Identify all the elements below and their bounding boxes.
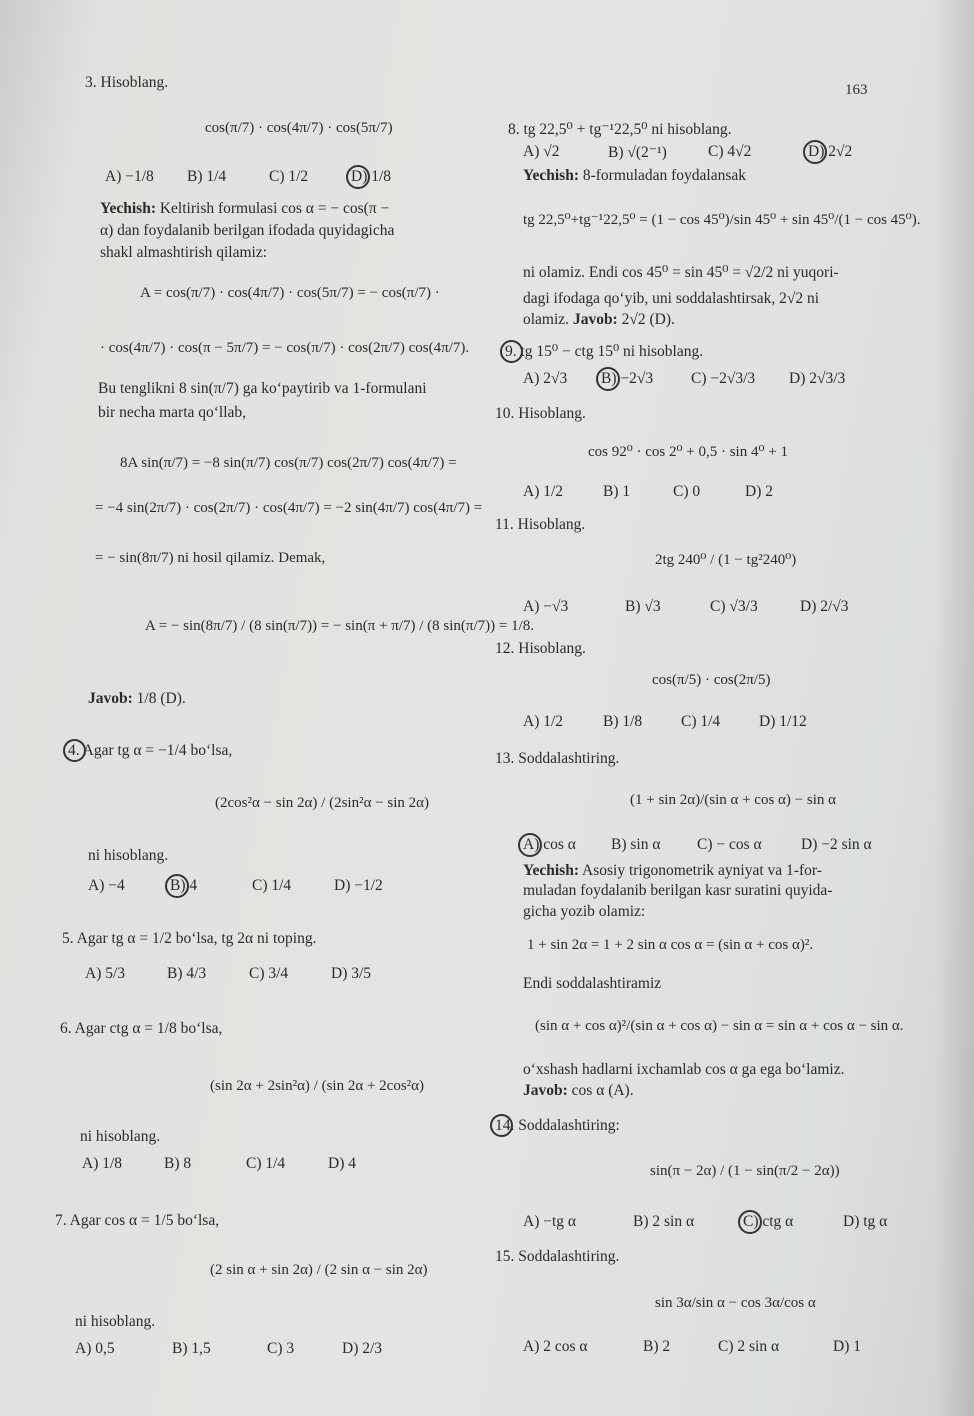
problem-number-circled: 4. (68, 742, 80, 759)
problem-9-options (523, 370, 889, 388)
option-c-selected: C) ctg α (743, 1213, 843, 1231)
text-line: dagi ifodaga qo‘yib, uni soddalashtirsak, 2√2 ni (523, 290, 820, 307)
option-a: A) 0,5 (75, 1340, 115, 1357)
option-d: D) 1/12 (759, 713, 807, 730)
problem-7-ask: ni hisoblang. (75, 1313, 156, 1330)
problem-6-expression: (sin 2α + 2sin²α) / (sin 2α + 2cos²α) (210, 1078, 425, 1094)
solution-text: Keltirish formulasi cos α = − cos(π − (155, 200, 390, 217)
problem-4-title (68, 742, 232, 760)
option-a: A) 1/2 (523, 483, 564, 500)
text-line: bir necha marta qo‘llab, (98, 404, 247, 421)
problem-4-options (88, 877, 416, 895)
equation: · cos(4π/7) · cos(π − 5π/7) = − cos(π/7) · cos(2π/7) cos(4π/7). (100, 340, 470, 356)
problem-3-title: 3. Hisoblang. (85, 74, 169, 91)
solution-label: Yechish: (523, 862, 579, 879)
text-line: Bu tenglikni 8 sin(π/7) ga ko‘paytirib va 1-formulani (98, 380, 427, 397)
problem-9-title (505, 342, 703, 361)
equation: = −4 sin(2π/7) · cos(2π/7) · cos(4π/7) = −2 sin(4π/7) cos(4π/7) = (95, 500, 483, 516)
problem-15-expression: sin 3α/sin α − cos 3α/cos α (655, 1295, 816, 1311)
problem-13-title: 13. Soddalashtiring. (495, 750, 620, 767)
problem-10-expression: cos 92⁰ · cos 2⁰ + 0,5 · sin 4⁰ + 1 (588, 444, 788, 460)
option-d: D) −1/2 (334, 877, 383, 894)
option-c: C) √3/3 (710, 598, 758, 615)
equation: 8A sin(π/7) = −8 sin(π/7) cos(π/7) cos(2π/7) cos(4π/7) = (120, 455, 457, 471)
page-edge-shadow (934, 0, 974, 1416)
equation: 1 + sin 2α = 1 + 2 sin α cos α = (sin α + cos α)². (527, 937, 814, 953)
option-a: A) 1/2 (523, 713, 564, 730)
problem-3-expression: cos(π/7) · cos(4π/7) · cos(5π/7) (205, 120, 393, 136)
equation: tg 22,5⁰+tg⁻¹22,5⁰ = (1 − cos 45⁰)/sin 45⁰ + sin 45⁰/(1 − cos 45⁰). (523, 212, 921, 228)
problem-8-title: 8. tg 22,5⁰ + tg⁻¹22,5⁰ ni hisoblang. (508, 121, 732, 138)
option-c: C) 2 sin α (718, 1338, 780, 1355)
problem-14-options (523, 1213, 925, 1231)
option-c: C) 1/2 (269, 168, 309, 185)
problem-number-circled: 14. (495, 1117, 515, 1134)
problem-6-options (82, 1155, 410, 1173)
problem-6-title: 6. Agar ctg α = 1/8 bo‘lsa, (60, 1020, 223, 1037)
solution-text: Asosiy trigonometrik ayniyat va 1-for- (578, 862, 822, 879)
option-b: B) 4/3 (167, 965, 207, 982)
equation: A = − sin(8π/7) / (8 sin(π/7)) = − sin(π + π/7) / (8 sin(π/7)) = 1/8. (145, 618, 535, 634)
solution-label: Yechish: (523, 167, 579, 184)
problem-5-options (85, 965, 413, 983)
text-line: o‘xshash hadlarni ixchamlab cos α ga ega bo‘lamiz. (523, 1061, 845, 1078)
solution-label: Yechish: (100, 200, 156, 217)
problem-15-options (523, 1338, 915, 1356)
option-b: B) 1 (603, 483, 631, 500)
option-b: B) 2 (643, 1338, 671, 1355)
solution-line (523, 167, 746, 185)
problem-5-title: 5. Agar tg α = 1/2 bo‘lsa, tg 2α ni toping. (62, 930, 317, 947)
solution-line (100, 200, 389, 218)
text-line: ni olamiz. Endi cos 45⁰ = sin 45⁰ = √2/2 ni yuqori- (523, 264, 839, 281)
option-b: B) 2 sin α (633, 1213, 695, 1230)
option-d: D) 3/5 (331, 965, 372, 982)
option-c: C) 4√2 (708, 143, 752, 160)
problem-13-expression: (1 + sin 2α)/(sin α + cos α) − sin α (630, 792, 836, 808)
problem-15-title: 15. Soddalashtiring. (495, 1248, 620, 1265)
solution-line: shakl almashtirish qilamiz: (100, 244, 268, 261)
option-d: D) 2/3 (342, 1340, 383, 1357)
answer-value: cos α (A). (567, 1082, 634, 1099)
option-d: D) 2√3/3 (789, 370, 846, 387)
text-line: Endi soddalashtiramiz (523, 975, 662, 992)
text: olamiz. (523, 311, 573, 328)
option-b: B) 8 (164, 1155, 192, 1172)
option-c: C) 3/4 (249, 965, 289, 982)
solution-line: gicha yozib olamiz: (523, 903, 646, 920)
option-c: C) −2√3/3 (691, 370, 756, 387)
answer-label: Javob: (88, 690, 133, 707)
problem-12-title: 12. Hisoblang. (495, 640, 586, 657)
option-b: B) 1/8 (603, 713, 643, 730)
problem-11-expression: 2tg 240⁰ / (1 − tg²240⁰) (655, 552, 797, 568)
option-a: A) 5/3 (85, 965, 126, 982)
problem-7-title: 7. Agar cos α = 1/5 bo‘lsa, (55, 1212, 220, 1229)
option-b: B) 1/4 (187, 168, 227, 185)
problem-text: Agar tg α = −1/4 bo‘lsa, (79, 742, 233, 759)
option-a: A) √2 (523, 143, 560, 160)
answer-line (523, 311, 675, 329)
solution-line (523, 862, 822, 880)
solution-text: 8-formuladan foydalansak (578, 167, 746, 184)
option-c: C) 0 (673, 483, 701, 500)
option-d-selected: D) 1/8 (351, 168, 433, 186)
equation: (sin α + cos α)²/(sin α + cos α) − sin α = sin α + cos α − sin α. (535, 1018, 904, 1034)
option-a-selected: A) cos α (523, 836, 611, 854)
equation: A = cos(π/7) · cos(4π/7) · cos(5π/7) = − cos(π/7) · (140, 285, 440, 301)
option-b: B) sin α (611, 836, 661, 853)
solution-line: muladan foydalanib berilgan kasr suratini quyida- (523, 882, 833, 899)
problem-13-options (523, 836, 883, 854)
option-d: D) 2 (745, 483, 773, 500)
answer-line (523, 1082, 634, 1100)
option-d: D) 1 (833, 1338, 861, 1355)
problem-4-expression: (2cos²α − sin 2α) / (2sin²α − sin 2α) (215, 795, 430, 811)
option-b: B) √(2⁻¹) (608, 144, 667, 161)
option-b-selected: B) 4 (170, 877, 252, 895)
solution-line: α) dan foydalanib berilgan ifodada quyidagicha (100, 222, 395, 239)
problem-10-title: 10. Hisoblang. (495, 405, 586, 422)
problem-3-options (105, 168, 433, 186)
option-a: A) −√3 (523, 598, 569, 615)
problem-7-options (75, 1340, 424, 1358)
problem-4-ask: ni hisoblang. (88, 847, 169, 864)
option-a: A) −4 (88, 877, 125, 894)
option-d: D) 4 (328, 1155, 356, 1172)
problem-6-ask: ni hisoblang. (80, 1128, 161, 1145)
option-c: C) − cos α (697, 836, 762, 853)
answer-value: 1/8 (D). (132, 690, 186, 707)
answer-label: Javob: (572, 311, 618, 328)
problem-text: tg 15⁰ − ctg 15⁰ ni hisoblang. (516, 343, 704, 360)
option-b: B) √3 (625, 598, 661, 615)
option-c: C) 1/4 (252, 877, 292, 894)
problem-14-title (495, 1117, 620, 1135)
option-a: A) 2√3 (523, 370, 568, 387)
option-b-selected: B) −2√3 (601, 370, 691, 388)
option-d: D) −2 sin α (801, 836, 872, 853)
problem-11-options (523, 598, 882, 616)
problem-11-title: 11. Hisoblang. (495, 516, 586, 533)
problem-number-circled: 9. (505, 343, 517, 360)
option-c: C) 1/4 (246, 1155, 286, 1172)
option-a: A) −tg α (523, 1213, 577, 1230)
option-a: A) −1/8 (105, 168, 154, 185)
answer-value: 2√2 (D). (617, 311, 675, 328)
option-d: D) tg α (843, 1213, 888, 1230)
option-c: C) 3 (267, 1340, 295, 1357)
equation: = − sin(8π/7) ni hosil qilamiz. Demak, (95, 550, 326, 566)
answer-line (88, 690, 186, 708)
problem-12-expression: cos(π/5) · cos(2π/5) (652, 672, 771, 688)
option-b: B) 1,5 (172, 1340, 211, 1357)
option-a: A) 1/8 (82, 1155, 123, 1172)
problem-text: Soddalashtiring: (514, 1117, 620, 1134)
option-d-selected: D) 2√2 (808, 143, 890, 162)
page-number: 163 (845, 82, 868, 98)
answer-label: Javob: (523, 1082, 568, 1099)
problem-10-options (523, 483, 827, 501)
problem-12-options (523, 713, 841, 731)
option-d: D) 2/√3 (800, 598, 849, 615)
problem-8-options (523, 143, 890, 162)
problem-7-expression: (2 sin α + sin 2α) / (2 sin α − sin 2α) (210, 1262, 428, 1278)
option-a: A) 2 cos α (523, 1338, 588, 1355)
option-c: C) 1/4 (681, 713, 721, 730)
problem-14-expression: sin(π − 2α) / (1 − sin(π/2 − 2α)) (650, 1163, 840, 1179)
